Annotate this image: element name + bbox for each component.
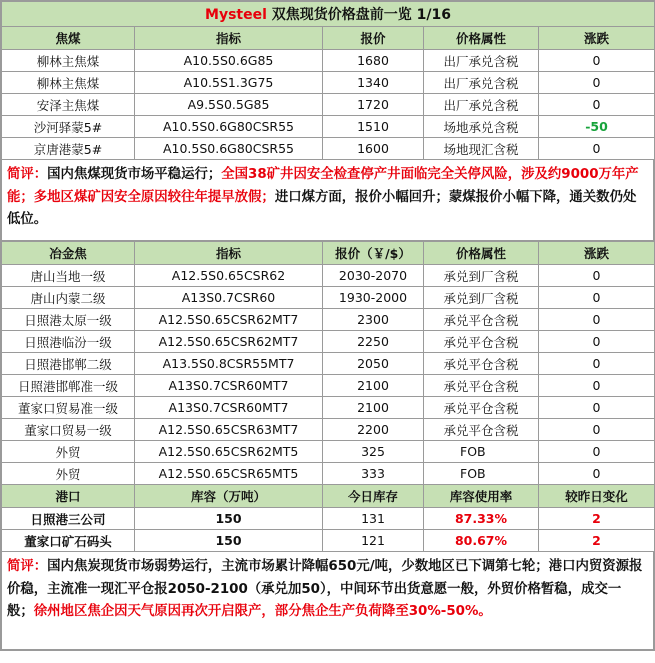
cell-price: 1930-2000	[323, 287, 424, 309]
cell-change: 0	[539, 353, 655, 375]
table-row	[2, 463, 655, 485]
comment-text: 进口煤方面，报价小幅回升；蒙煤报价小幅下降，通关数仍处低位。	[7, 189, 637, 227]
cell-price: 2050	[323, 353, 424, 375]
page-title	[2, 2, 655, 27]
cell-price: 2100	[323, 375, 424, 397]
cell-attr: 承兑到厂含税	[424, 287, 539, 309]
cell-price: 325	[323, 441, 424, 463]
col-header: 报价	[323, 27, 424, 50]
cell-name: 董家口贸易准一级	[2, 397, 135, 419]
comment-highlight: 多地区煤矿因安全原因较往年提早放假；	[33, 189, 275, 205]
cell-price: 1340	[323, 72, 424, 94]
cell-stock: 131	[323, 508, 424, 530]
cell-price: 2300	[323, 309, 424, 331]
cell-name: 安泽主焦煤	[2, 94, 135, 116]
col-header: 库容使用率	[424, 485, 539, 508]
cell-stock: 121	[323, 530, 424, 552]
cell-spec: A12.5S0.65CSR62MT7	[135, 309, 323, 331]
comment-text: 国内焦炭现货市场弱势运行，主流市场累计降幅650元/吨，少数地区已下调第七轮；港口内贸资源报价稳，主流准一现汇平仓报2050-2100（承兑加50），中间环节出货意愿一般，外贸价格暂稳，成交一般；	[7, 559, 643, 619]
cell-price: 1510	[323, 116, 424, 138]
table-row	[2, 508, 655, 530]
cell-change: 0	[539, 463, 655, 485]
table-row	[2, 265, 655, 287]
cell-change: 0	[539, 419, 655, 441]
comment-label: 简评：	[7, 559, 48, 574]
table-row	[2, 397, 655, 419]
cell-change: 0	[539, 72, 655, 94]
cell-change: 0	[539, 50, 655, 72]
cell-attr: 场地承兑含税	[424, 116, 539, 138]
cell-change: 0	[539, 375, 655, 397]
col-header: 冶金焦	[2, 242, 135, 265]
col-header: 报价（￥/$）	[323, 242, 424, 265]
cell-attr: 承兑平仓含税	[424, 419, 539, 441]
table-row	[2, 116, 655, 138]
cell-change: 0	[539, 397, 655, 419]
table-row	[2, 94, 655, 116]
cell-change: 2	[539, 530, 655, 552]
title-text: 双焦现货价格盘前一览	[271, 7, 412, 23]
cell-name: 唐山当地一级	[2, 265, 135, 287]
cell-price: 2200	[323, 419, 424, 441]
port-header-row	[2, 485, 655, 508]
table-row	[2, 138, 655, 160]
table-row	[2, 331, 655, 353]
cell-port: 董家口矿石码头	[2, 530, 135, 552]
cell-attr: 承兑平仓含税	[424, 375, 539, 397]
table-row	[2, 419, 655, 441]
cell-name: 京唐港蒙5#	[2, 138, 135, 160]
col-header: 库容（万吨）	[135, 485, 323, 508]
col-header: 指标	[135, 242, 323, 265]
cell-attr: 场地现汇含税	[424, 138, 539, 160]
table-row	[2, 287, 655, 309]
cell-name: 沙河驿蒙5#	[2, 116, 135, 138]
cell-spec: A10.5S1.3G75	[135, 72, 323, 94]
col-header: 焦煤	[2, 27, 135, 50]
cell-name: 外贸	[2, 463, 135, 485]
cell-name: 柳林主焦煤	[2, 72, 135, 94]
col-header: 涨跌	[539, 242, 655, 265]
title-date: 1/16	[416, 7, 451, 23]
table-row	[2, 72, 655, 94]
cell-spec: A12.5S0.65CSR62MT5	[135, 441, 323, 463]
comment-label: 简评：	[7, 167, 48, 182]
cell-spec: A13.5S0.8CSR55MT7	[135, 353, 323, 375]
coke-table	[1, 241, 655, 552]
coking-comment	[1, 160, 654, 241]
coking-coal-table	[1, 1, 655, 160]
cell-price: 1600	[323, 138, 424, 160]
cell-attr: FOB	[424, 463, 539, 485]
cell-price: 1680	[323, 50, 424, 72]
cell-attr: 承兑平仓含税	[424, 331, 539, 353]
cell-price: 2100	[323, 397, 424, 419]
cell-name: 董家口贸易一级	[2, 419, 135, 441]
table-row	[2, 441, 655, 463]
cell-attr: 出厂承兑含税	[424, 50, 539, 72]
col-header: 价格属性	[424, 27, 539, 50]
table-row	[2, 353, 655, 375]
cell-spec: A12.5S0.65CSR65MT5	[135, 463, 323, 485]
cell-price: 2250	[323, 331, 424, 353]
cell-spec: A13S0.7CSR60MT7	[135, 375, 323, 397]
comment-highlight: 全国38矿井因安全检查停产井面临完全关停风险，涉及约9000万年产能；	[7, 167, 639, 205]
cell-name: 外贸	[2, 441, 135, 463]
col-header: 涨跌	[539, 27, 655, 50]
cell-change: 0	[539, 138, 655, 160]
cell-spec: A13S0.7CSR60	[135, 287, 323, 309]
cell-attr: 承兑平仓含税	[424, 353, 539, 375]
cell-change: 0	[539, 94, 655, 116]
comment-highlight: 徐州地区焦企因天气原因再次开启限产，部分焦企生产负荷降至30%-50%。	[33, 604, 492, 619]
cell-spec: A10.5S0.6G80CSR55	[135, 138, 323, 160]
cell-change: 0	[539, 441, 655, 463]
cell-spec: A9.5S0.5G85	[135, 94, 323, 116]
cell-port: 日照港三公司	[2, 508, 135, 530]
cell-usage: 87.33%	[424, 508, 539, 530]
coke-comment	[1, 552, 654, 650]
cell-name: 日照港太原一级	[2, 309, 135, 331]
cell-name: 柳林主焦煤	[2, 50, 135, 72]
cell-name: 日照港邯郸二级	[2, 353, 135, 375]
col-header: 价格属性	[424, 242, 539, 265]
cell-usage: 80.67%	[424, 530, 539, 552]
cell-price: 2030-2070	[323, 265, 424, 287]
col-header: 较昨日变化	[539, 485, 655, 508]
cell-price: 333	[323, 463, 424, 485]
col-header: 今日库存	[323, 485, 424, 508]
cell-spec: A10.5S0.6G80CSR55	[135, 116, 323, 138]
cell-change: 0	[539, 309, 655, 331]
cell-spec: A10.5S0.6G85	[135, 50, 323, 72]
cell-spec: A12.5S0.65CSR63MT7	[135, 419, 323, 441]
table-row	[2, 375, 655, 397]
table-row	[2, 530, 655, 552]
cell-spec: A13S0.7CSR60MT7	[135, 397, 323, 419]
cell-attr: 承兑到厂含税	[424, 265, 539, 287]
cell-change: 0	[539, 331, 655, 353]
cell-change: 0	[539, 287, 655, 309]
col-header: 指标	[135, 27, 323, 50]
cell-change: -50	[539, 116, 655, 138]
cell-capacity: 150	[135, 530, 323, 552]
cell-attr: 承兑平仓含税	[424, 309, 539, 331]
cell-capacity: 150	[135, 508, 323, 530]
cell-change: 2	[539, 508, 655, 530]
table-row	[2, 50, 655, 72]
cell-spec: A12.5S0.65CSR62MT7	[135, 331, 323, 353]
cell-attr: FOB	[424, 441, 539, 463]
coke-header-row	[2, 242, 655, 265]
cell-name: 日照港邯郸准一级	[2, 375, 135, 397]
cell-price: 1720	[323, 94, 424, 116]
comment-text: 国内焦煤现货市场平稳运行；	[47, 167, 222, 182]
cell-change: 0	[539, 265, 655, 287]
table-row	[2, 309, 655, 331]
cell-attr: 出厂承兑含税	[424, 72, 539, 94]
cell-name: 唐山内蒙二级	[2, 287, 135, 309]
col-header: 港口	[2, 485, 135, 508]
cell-attr: 出厂承兑含税	[424, 94, 539, 116]
cell-attr: 承兑平仓含税	[424, 397, 539, 419]
brand-name: Mysteel	[205, 7, 267, 23]
cell-name: 日照港临汾一级	[2, 331, 135, 353]
cell-spec: A12.5S0.65CSR62	[135, 265, 323, 287]
coking-header-row	[2, 27, 655, 50]
